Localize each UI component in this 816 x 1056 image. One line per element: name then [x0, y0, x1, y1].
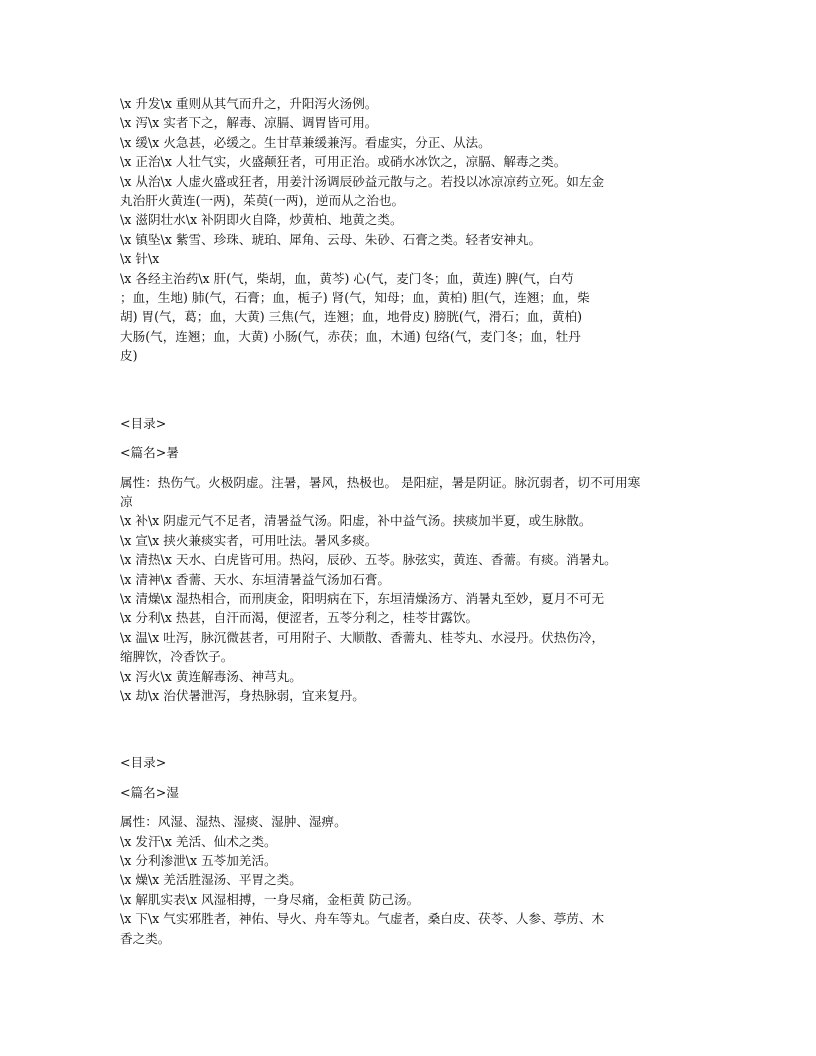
chapter-title: <篇名>暑	[120, 445, 179, 461]
text-line: \x 泻火\x 黄连解毒汤、神芎丸。	[120, 668, 302, 684]
text-line: \x 正治\x 人壮气实，火盛颠狂者，可用正治。或硝水冰饮之，凉膈、解毒之类。	[120, 154, 567, 170]
document-page	[120, 94, 700, 948]
toc-link[interactable]: <目录>	[120, 415, 167, 431]
section-fire-treatments	[120, 94, 700, 366]
text-line: \x 解肌实表\x 风湿相搏，一身尽痛，金柜黄 防己汤。	[120, 891, 420, 907]
text-line: \x 升发\x 重则从其气而升之，升阳泻火汤例。	[120, 96, 378, 111]
spacer	[120, 463, 700, 473]
text-line: \x 燥\x 羌活胜湿汤、平胃之类。	[120, 872, 302, 888]
spacer	[120, 366, 700, 414]
text-line: 香之类。	[120, 930, 171, 946]
text-line: \x 清神\x 香薷、天水、东垣清暑益气汤加石膏。	[120, 571, 390, 587]
text-line: \x 温\x 吐泻，脉沉微甚者，可用附子、大顺散、香薷丸、桂苓丸、水浸丹。伏热伤冷，	[120, 629, 605, 645]
text-line: 属性：风湿、湿热、湿痰、湿肿、湿痹。	[120, 814, 347, 830]
text-line: \x 发汗\x 羌活、仙术之类。	[120, 833, 277, 849]
text-line: 凉	[120, 493, 133, 509]
text-line: 胡) 胃(气，葛；血，大黄) 三焦(气，连翘；血，地骨皮) 膀胱(气，滑石；血，黄柏)	[120, 309, 582, 325]
text-line: \x 各经主治药\x 肝(气，柴胡，血，黄芩) 心(气，麦门冬；血，黄连) 脾(气，白芍	[120, 270, 574, 286]
text-line: 属性：热伤气。火极阴虚。注暑，暑风，热极也。 是阳症，暑是阴证。脉沉弱者，切不可用寒	[120, 474, 641, 490]
text-line: \x 清燥\x 湿热相合，而刑庚金，阳明病在下，东垣清燥汤方、消暑丸至妙，夏月不可无	[120, 590, 605, 606]
section-summer-heat	[120, 414, 700, 706]
text-line: \x 宣\x 挟火兼痰实者，可用吐法。暑风多痰。	[120, 532, 378, 548]
text-line: \x 滋阴壮水\x 补阴即火自降，炒黄柏、地黄之类。	[120, 212, 403, 228]
text-line: \x 缓\x 火急甚，必缓之。生甘草兼缓兼泻。看虚实，分正、从法。	[120, 134, 491, 150]
spacer	[120, 433, 700, 443]
text-line: \x 分利渗泄\x 五苓加羌活。	[120, 853, 277, 868]
text-line: \x 下\x 气实邪胜者，神佑、导火、舟车等丸。气虚者，桑白皮、茯苓、人参、葶苈、木	[120, 911, 605, 927]
text-line: \x 分利\x 热甚，自汗而渴，便涩者，五苓分利之，桂苓甘露饮。	[120, 610, 479, 626]
text-line: \x 针\x	[120, 251, 160, 267]
text-line: 丸治肝火黄连(一两)，茱萸(一两)，逆而从之治也。	[120, 193, 405, 209]
text-line: 缩脾饮，冷香饮子。	[120, 649, 234, 665]
text-line: \x 泻\x 实者下之，解毒、凉膈、调胃皆可用。	[120, 115, 378, 131]
text-line: \x 补\x 阴虚元气不足者，清暑益气汤。阳虚，补中益气汤。挟痰加半夏，或生脉散。	[120, 513, 592, 529]
text-line: 皮)	[120, 348, 138, 364]
text-line: ；血，生地) 肺(气，石膏；血，栀子) 肾(气，知母；血，黄柏) 胆(气，连翘；血，柴	[120, 290, 590, 306]
toc-link[interactable]: <目录>	[120, 755, 167, 771]
text-line: 大肠(气，连翘；血，大黄) 小肠(气，赤茯；血，木通) 包络(气，麦门冬；血，牡丹	[120, 328, 581, 344]
text-line: \x 从治\x 人虚火盛或狂者，用姜汁汤调辰砂益元散与之。若投以冰凉凉药立死。如左金	[120, 173, 605, 189]
section-dampness	[120, 753, 700, 948]
chapter-title: <篇名>湿	[120, 784, 179, 800]
text-line: \x 清热\x 天水、白虎皆可用。热闷，辰砂、五苓。脉弦实，黄连、香薷。有痰。消暑丸。	[120, 552, 617, 568]
spacer	[120, 773, 700, 783]
text-line: \x 劫\x 治伏暑泄泻，身热脉弱，宜来复丹。	[120, 687, 365, 703]
text-line: \x 镇坠\x 紫雪、珍珠、琥珀、犀角、云母、朱砂、石膏之类。轻者安神丸。	[120, 231, 542, 247]
spacer	[120, 802, 700, 812]
spacer	[120, 705, 700, 753]
